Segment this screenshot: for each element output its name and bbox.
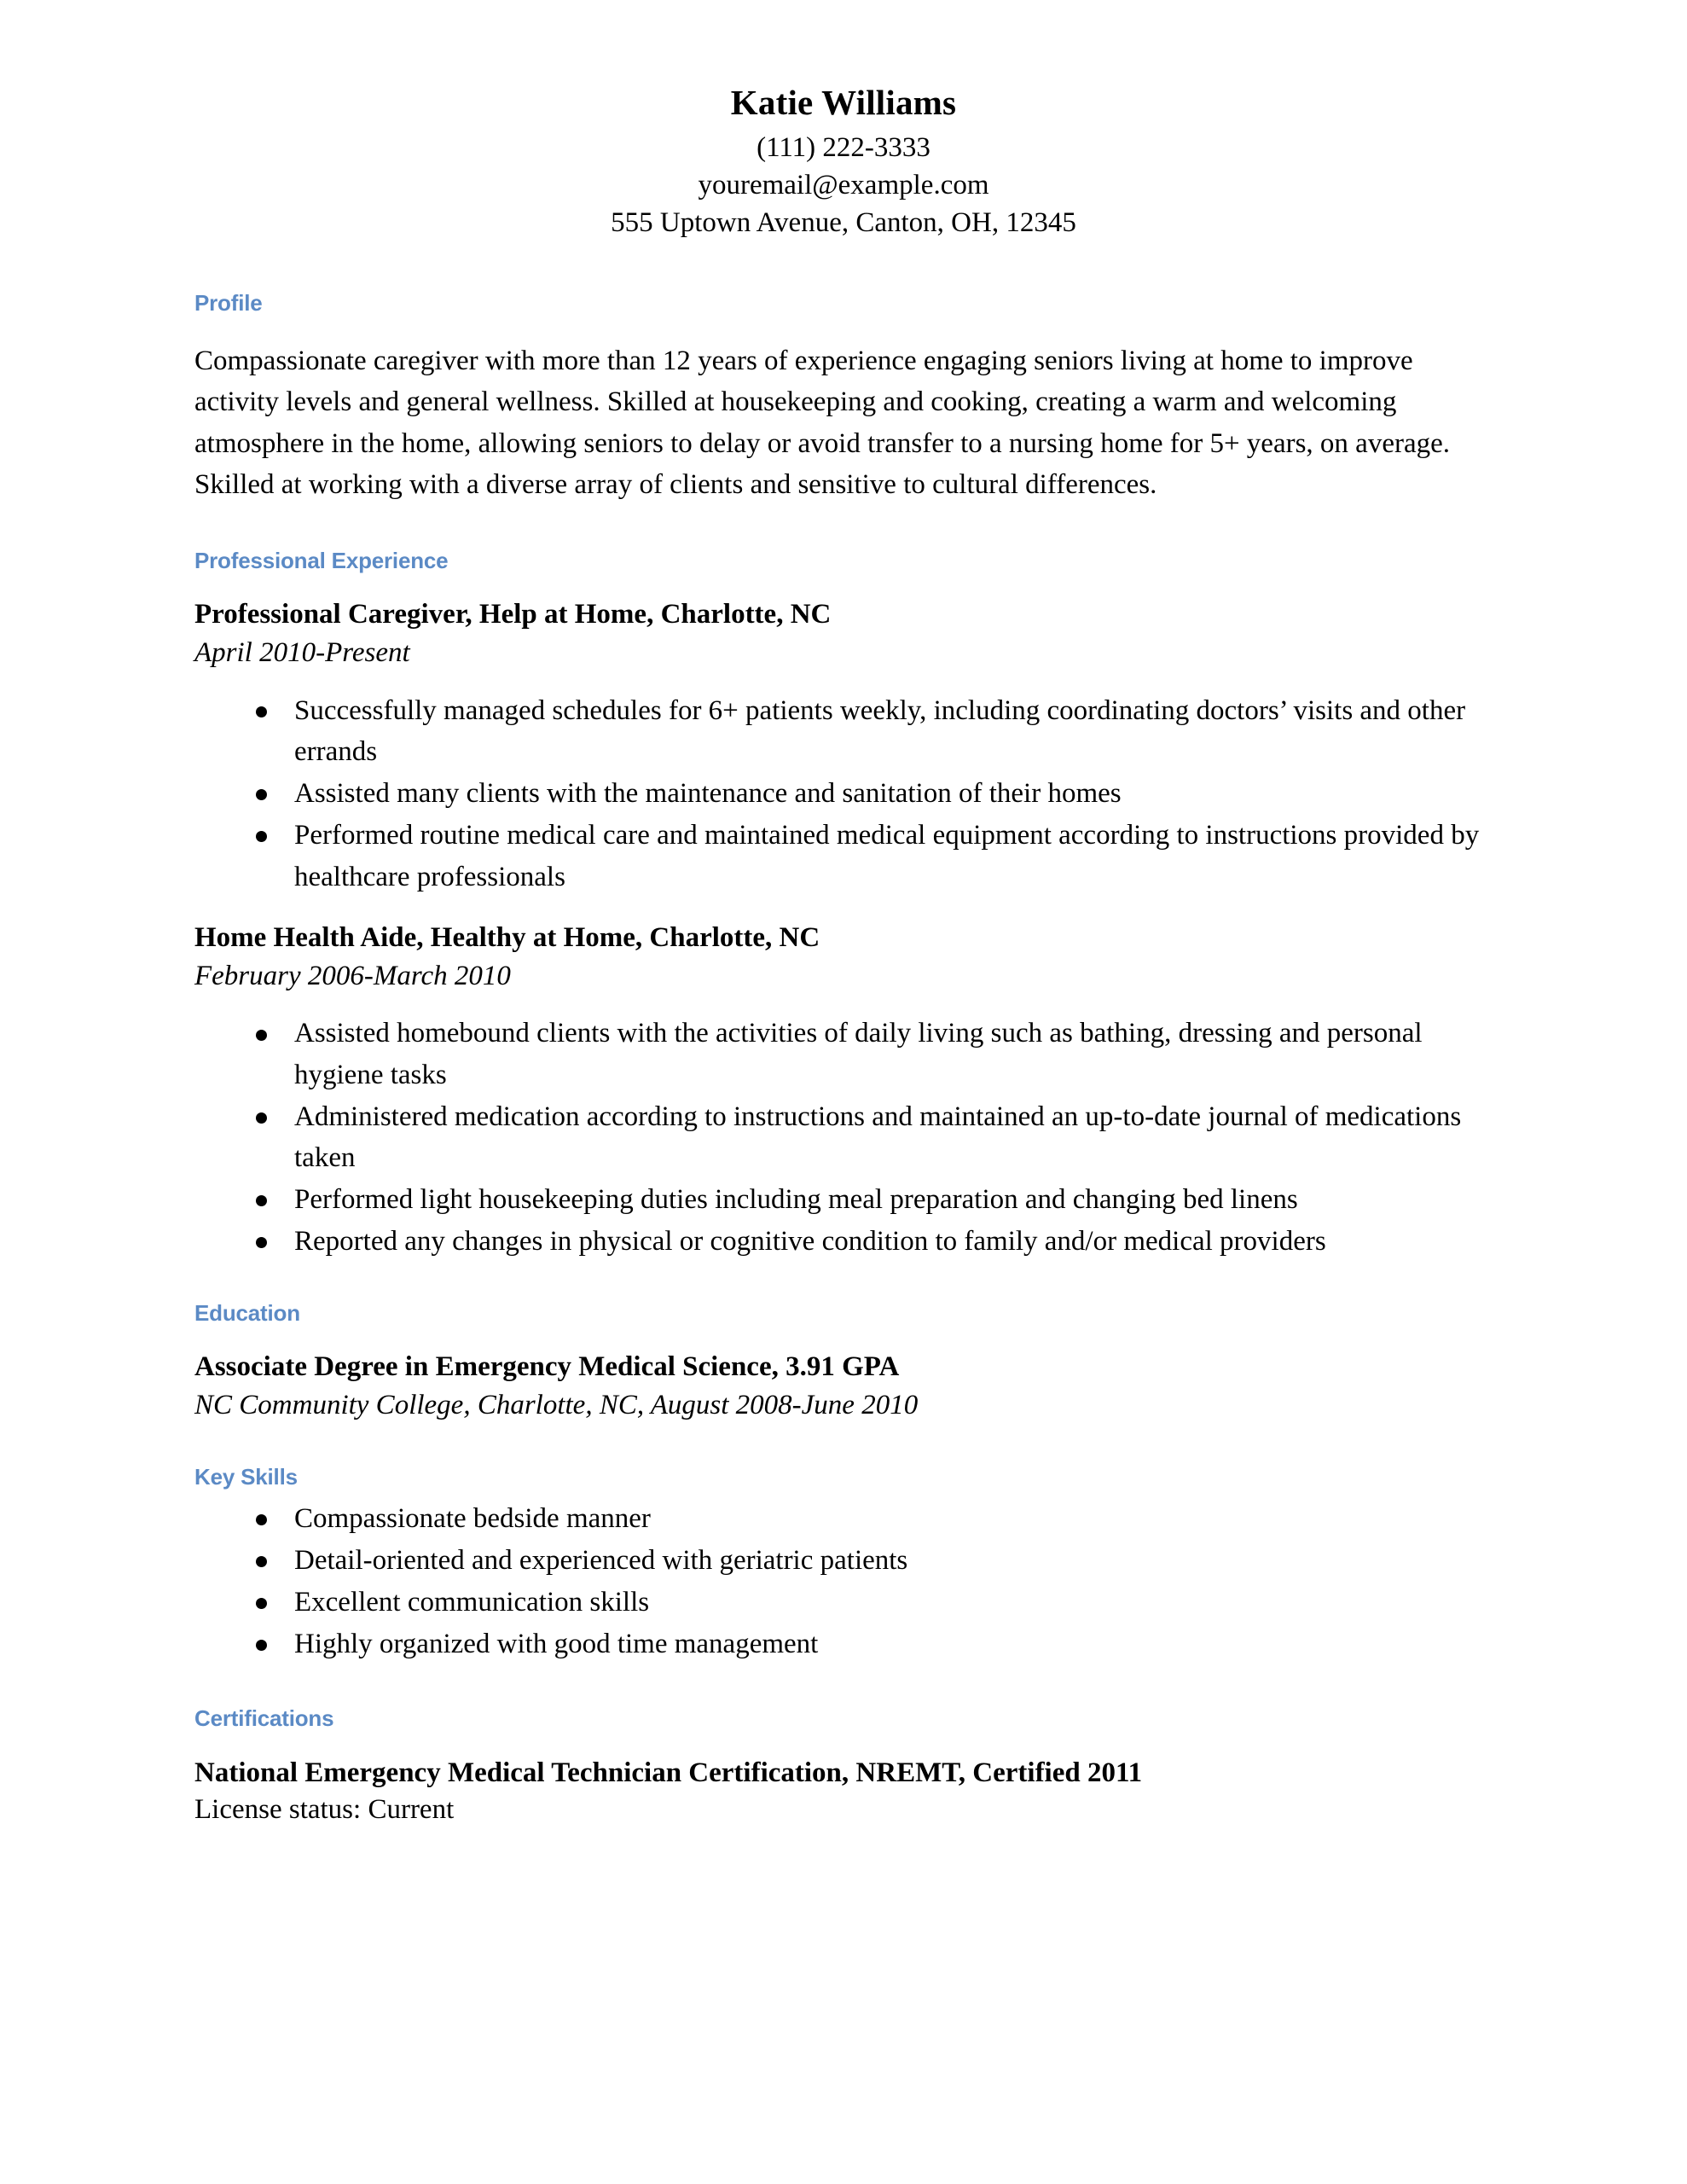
- bullet-icon: [256, 1112, 267, 1124]
- education-entry: [194, 1349, 1493, 1424]
- list-item: [194, 815, 1493, 897]
- key-skills-list: [194, 1498, 1493, 1665]
- list-item: [194, 1096, 1493, 1178]
- certification-entry: [194, 1755, 1493, 1830]
- section-education: [194, 1300, 1493, 1424]
- job-dates: April 2010-Present: [194, 636, 410, 668]
- list-item-text: Administered medication according to instructions and maintained an up-to-date journal of medications taken: [294, 1101, 1462, 1173]
- list-item: [194, 1582, 1493, 1623]
- education-school: NC Community College, Charlotte, NC, August 2008-June 2010: [194, 1389, 919, 1420]
- list-item-text: Performed light housekeeping duties including meal preparation and changing bed linens: [294, 1184, 1298, 1216]
- list-item-text: Successfully managed schedules for 6+ patients weekly, including coordinating doctors’ visits and other errands: [294, 694, 1466, 768]
- section-heading-education: Education: [194, 1299, 300, 1326]
- section-key-skills: [194, 1464, 1493, 1664]
- job-title: Professional Caregiver, Help at Home, Charlotte, NC: [194, 599, 832, 630]
- bullet-icon: [256, 1556, 267, 1567]
- section-heading-key-skills: Key Skills: [194, 1464, 298, 1490]
- list-item-text: Excellent communication skills: [294, 1587, 650, 1618]
- list-item: [194, 1623, 1493, 1664]
- bullet-icon: [256, 1030, 267, 1041]
- certification-status: License status: Current: [194, 1794, 455, 1826]
- bullet-icon: [256, 789, 267, 800]
- education-degree: Associate Degree in Emergency Medical Science, 3.91 GPA: [194, 1350, 900, 1382]
- contact-address: 555 Uptown Avenue, Canton, OH, 12345: [611, 207, 1076, 239]
- list-item-text: Highly organized with good time management: [294, 1629, 819, 1660]
- list-item: [194, 773, 1493, 814]
- list-item: [194, 1221, 1493, 1262]
- bullet-icon: [256, 1640, 267, 1651]
- profile-summary-text: Compassionate caregiver with more than 12 years of experience engaging seniors living at home to improve activity levels and general wellness. Skilled at housekeeping and cooking, creating a warm and welcoming atmosphere in the home, allowing seniors to delay or avoid transfer to a nursing home for 5+ years, on average. Skilled at working with a diverse array of clients and sensitive to cultural differences.: [194, 346, 1451, 500]
- section-profile: [194, 290, 1493, 505]
- section-certifications: [194, 1705, 1493, 1829]
- job-responsibility-list: [194, 1013, 1493, 1262]
- resume-header: [194, 0, 1493, 242]
- list-item: [194, 1013, 1493, 1095]
- bullet-icon: [256, 831, 267, 842]
- list-item-text: Assisted homebound clients with the activities of daily living such as bathing, dressing and personal hygiene tasks: [294, 1018, 1423, 1090]
- job-responsibility-list: [194, 690, 1493, 897]
- bullet-icon: [256, 1598, 267, 1609]
- contact-phone: (111) 222-3333: [757, 132, 930, 164]
- bullet-icon: [256, 1514, 267, 1525]
- certification-title: National Emergency Medical Technician Certification, NREMT, Certified 2011: [194, 1757, 1143, 1788]
- list-item: [194, 1179, 1493, 1220]
- bullet-icon: [256, 1237, 267, 1248]
- list-item-text: Compassionate bedside manner: [294, 1502, 651, 1534]
- list-item: [194, 1540, 1493, 1581]
- list-item-text: Performed routine medical care and maintained medical equipment according to instructions provided by healthcare professionals: [294, 820, 1480, 892]
- candidate-name: Katie Williams: [730, 83, 957, 122]
- experience-entry: [194, 920, 1493, 1263]
- list-item-text: Assisted many clients with the maintenance and sanitation of their homes: [294, 778, 1122, 810]
- job-dates: February 2006-March 2010: [194, 960, 511, 991]
- section-heading-certifications: Certifications: [194, 1705, 334, 1732]
- list-item-text: Detail-oriented and experienced with geriatric patients: [294, 1544, 908, 1576]
- list-item: [194, 1498, 1493, 1539]
- bullet-icon: [256, 706, 267, 717]
- job-title: Home Health Aide, Healthy at Home, Charlotte, NC: [194, 921, 820, 953]
- section-heading-profile: Profile: [194, 290, 263, 316]
- section-heading-professional-experience: Professional Experience: [194, 547, 449, 573]
- experience-entry: [194, 596, 1493, 897]
- contact-email: youremail@example.com: [698, 170, 989, 201]
- bullet-icon: [256, 1195, 267, 1206]
- list-item-text: Reported any changes in physical or cognitive condition to family and/or medical providers: [294, 1226, 1326, 1258]
- section-professional-experience: [194, 548, 1493, 1263]
- list-item: [194, 690, 1493, 772]
